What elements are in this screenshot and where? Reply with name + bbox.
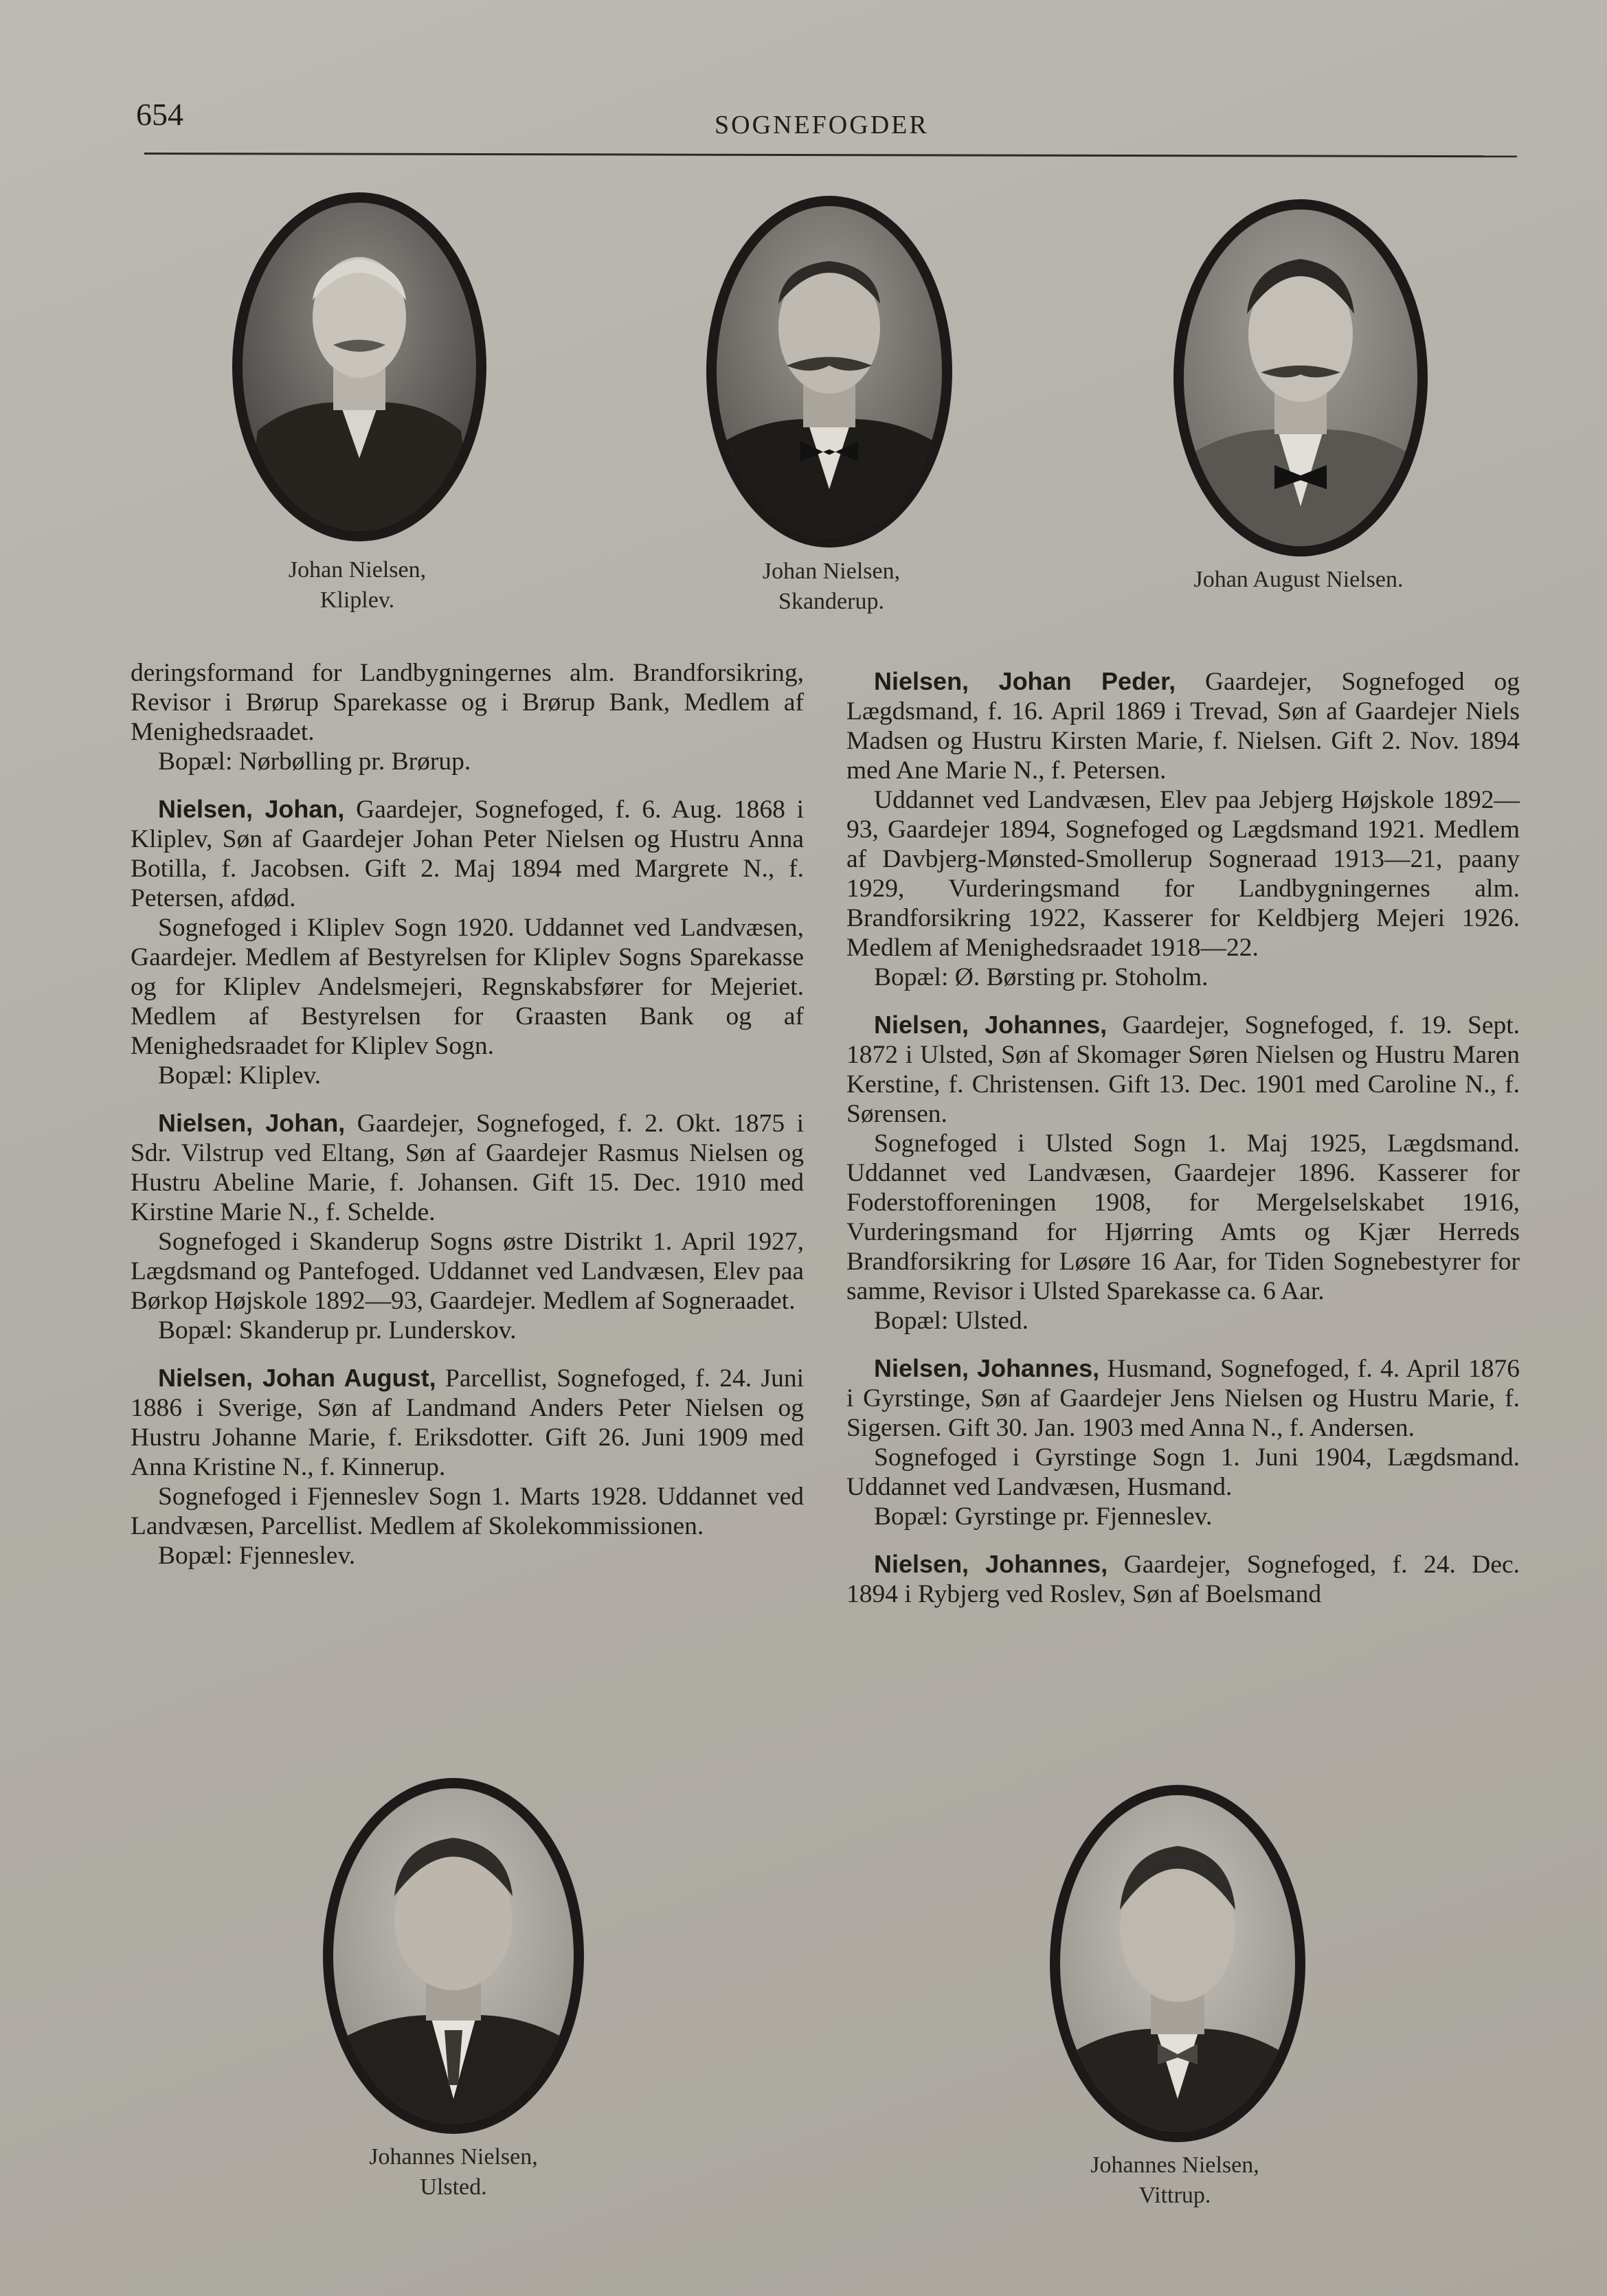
entry-residence: Bopæl: Ø. Børsting pr. Stoholm.	[874, 963, 1209, 991]
entry-residence: Bopæl: Fjenneslev.	[158, 1542, 356, 1570]
portrait-caption-4	[323, 2142, 584, 2203]
entry-residence: Bopæl: Ulsted.	[874, 1307, 1029, 1335]
caption-name: Johan August Nielsen.	[1193, 567, 1404, 592]
caption-name: Johan Nielsen,	[762, 559, 901, 584]
page-number: 654	[136, 97, 183, 132]
entry-bio: Gaardejer, Sognefoged, f. 24. Dec. 1894 i Rybjerg ved Roslev, Søn af Boelsmand	[846, 1551, 1520, 1608]
entry-name: Nielsen, Johan,	[158, 795, 345, 823]
header-rule	[144, 153, 1517, 157]
caption-name: Johan Nielsen,	[288, 557, 427, 583]
entry-text: deringsformand for Landbygningernes alm. Brandforsikring, Revisor i Brørup Sparekasse og i Brørup Bank, Medlem af Menighedsraadet.	[131, 659, 804, 746]
caption-place: Vittrup.	[1138, 2183, 1211, 2208]
portrait-photo-4	[323, 1778, 584, 2134]
entry-bio: Gaardejer, Sognefoged, f. 6. Aug. 1868 i Kliplev, Søn af Gaardejer Johan Peter Nielsen og Hustru Anna Botilla, f. Jacobsen. Gift 2. Maj 1894 med Margrete N., f. Petersen, afdød.	[131, 796, 805, 912]
entry-bio: Husmand, Sognefoged, f. 4. April 1876 i Gyrstinge, Søn af Gaardejer Jens Nielsen og Hustru Marie, f. Sigersen. Gift 30. Jan. 1903 med Anna N., f. Andersen.	[846, 1355, 1520, 1442]
left-text-column	[131, 658, 804, 1588]
entry-residence: Bopæl: Nørbølling pr. Brørup.	[158, 747, 471, 776]
biography-entry	[846, 666, 1520, 992]
portrait-photo-5	[1050, 1785, 1305, 2142]
entry-career: Uddannet ved Landvæsen, Elev paa Jebjerg Højskole 1892—93, Gaardejer 1894, Sognefoged og Lægdsmand 1921. Medlem af Davbjerg-Mønsted-Smollerup Sogneraad 1913—21, paany 1929, Vurderingsmand for Landbygningernes alm. Brandforsikring 1922, Kasserer for Keldbjerg Mejeri 1926. Medlem af Menighedsraadet 1918—22.	[846, 786, 1520, 962]
entry-bio: Gaardejer, Sognefoged, f. 2. Okt. 1875 i Sdr. Vilstrup ved Eltang, Søn af Gaardejer Rasmus Nielsen og Hustru Abeline Marie, f. Johansen. Gift 15. Dec. 1910 med Kirstine Marie N., f. Schelde.	[131, 1110, 805, 1226]
caption-place: Kliplev.	[319, 587, 395, 613]
biography-entry	[131, 794, 804, 1090]
entry-bio: Gaardejer, Sognefoged, f. 19. Sept. 1872 i Ulsted, Søn af Skomager Søren Nielsen og Hustru Maren Kerstine, f. Christensen. Gift 13. Dec. 1901 med Caroline N., f. Sørensen.	[846, 1011, 1520, 1128]
caption-place: Skanderup.	[778, 589, 884, 614]
entry-name: Nielsen, Johannes,	[874, 1550, 1108, 1578]
caption-name: Johannes Nielsen,	[1090, 2152, 1259, 2178]
entry-residence: Bopæl: Gyrstinge pr. Fjenneslev.	[874, 1502, 1213, 1531]
portrait-photo-3	[1173, 199, 1428, 556]
portrait-caption-5	[1044, 2150, 1305, 2211]
running-title: SOGNEFOGDER	[715, 111, 929, 139]
entry-bio: Gaardejer, Sognefoged og Lægdsmand, f. 16. April 1869 i Trevad, Søn af Gaardejer Niels Madsen og Hustru Kirsten Marie, f. Nielsen. Gift 2. Nov. 1894 med Ane Marie N., f. Petersen.	[846, 668, 1520, 785]
entry-name: Nielsen, Johan,	[158, 1109, 346, 1137]
biography-entry	[131, 1108, 804, 1345]
biography-entry	[131, 1363, 804, 1571]
portrait-photo-1	[232, 192, 486, 541]
entry-residence: Bopæl: Kliplev.	[158, 1061, 322, 1090]
entry-name: Nielsen, Johan Peder,	[874, 667, 1176, 695]
entry-career: Sognefoged i Fjenneslev Sogn 1. Marts 1928. Uddannet ved Landvæsen, Parcellist. Medlem af Skolekommissionen.	[131, 1483, 804, 1540]
entry-residence: Bopæl: Skanderup pr. Lunderskov.	[158, 1316, 517, 1344]
biography-entry	[846, 1549, 1520, 1609]
portrait-caption-1	[234, 555, 481, 616]
portrait-photo-2	[706, 196, 952, 548]
entry-bio: Parcellist, Sognefoged, f. 24. Juni 1886 i Sverige, Søn af Landmand Anders Peter Nielsen og Hustru Johanne Marie, f. Eriksdotter. Gift 26. Juni 1909 med Anna Kristine N., f. Kinnerup.	[131, 1364, 804, 1481]
continued-entry	[131, 658, 804, 776]
portrait-caption-2	[708, 556, 955, 617]
right-text-column	[846, 666, 1520, 1627]
biography-entry	[846, 1010, 1520, 1336]
entry-career: Sognefoged i Gyrstinge Sogn 1. Juni 1904, Lægdsmand. Uddannet ved Landvæsen, Husmand.	[846, 1443, 1520, 1501]
entry-name: Nielsen, Johannes,	[874, 1354, 1100, 1382]
entry-name: Nielsen, Johan August,	[158, 1364, 436, 1392]
entry-career: Sognefoged i Ulsted Sogn 1. Maj 1925, Lægdsmand. Uddannet ved Landvæsen, Gaardejer 1896. Kasserer for Foderstofforeningen 1908, for Mergelselskabet 1916, Vurderingsmand for Hjørring Amts og Kjær Herreds Brandforsikring for Løsøre 16 Aar, for Tiden Sognebestyrer for samme, Revisor i Ulsted Sparekasse ca. 6 Aar.	[846, 1129, 1520, 1305]
caption-place: Ulsted.	[420, 2174, 487, 2200]
entry-name: Nielsen, Johannes,	[874, 1011, 1108, 1039]
entry-career: Sognefoged i Skanderup Sogns østre Distrikt 1. April 1927, Lægdsmand og Pantefoged. Uddannet ved Landvæsen, Elev paa Børkop Højskole 1892—93, Gaardejer. Medlem af Sogneraadet.	[131, 1228, 804, 1315]
portrait-caption-3	[1154, 565, 1443, 595]
entry-career: Sognefoged i Kliplev Sogn 1920. Uddannet ved Landvæsen, Gaardejer. Medlem af Bestyrelsen for Kliplev Sogns Sparekasse og for Kliplev Andelsmejeri, Regnskabsfører for Mejeriet. Medlem af Bestyrelsen for Graasten Bank og af Menighedsraadet for Kliplev Sogn.	[131, 914, 804, 1060]
caption-name: Johannes Nielsen,	[369, 2144, 538, 2170]
biography-entry	[846, 1353, 1520, 1531]
